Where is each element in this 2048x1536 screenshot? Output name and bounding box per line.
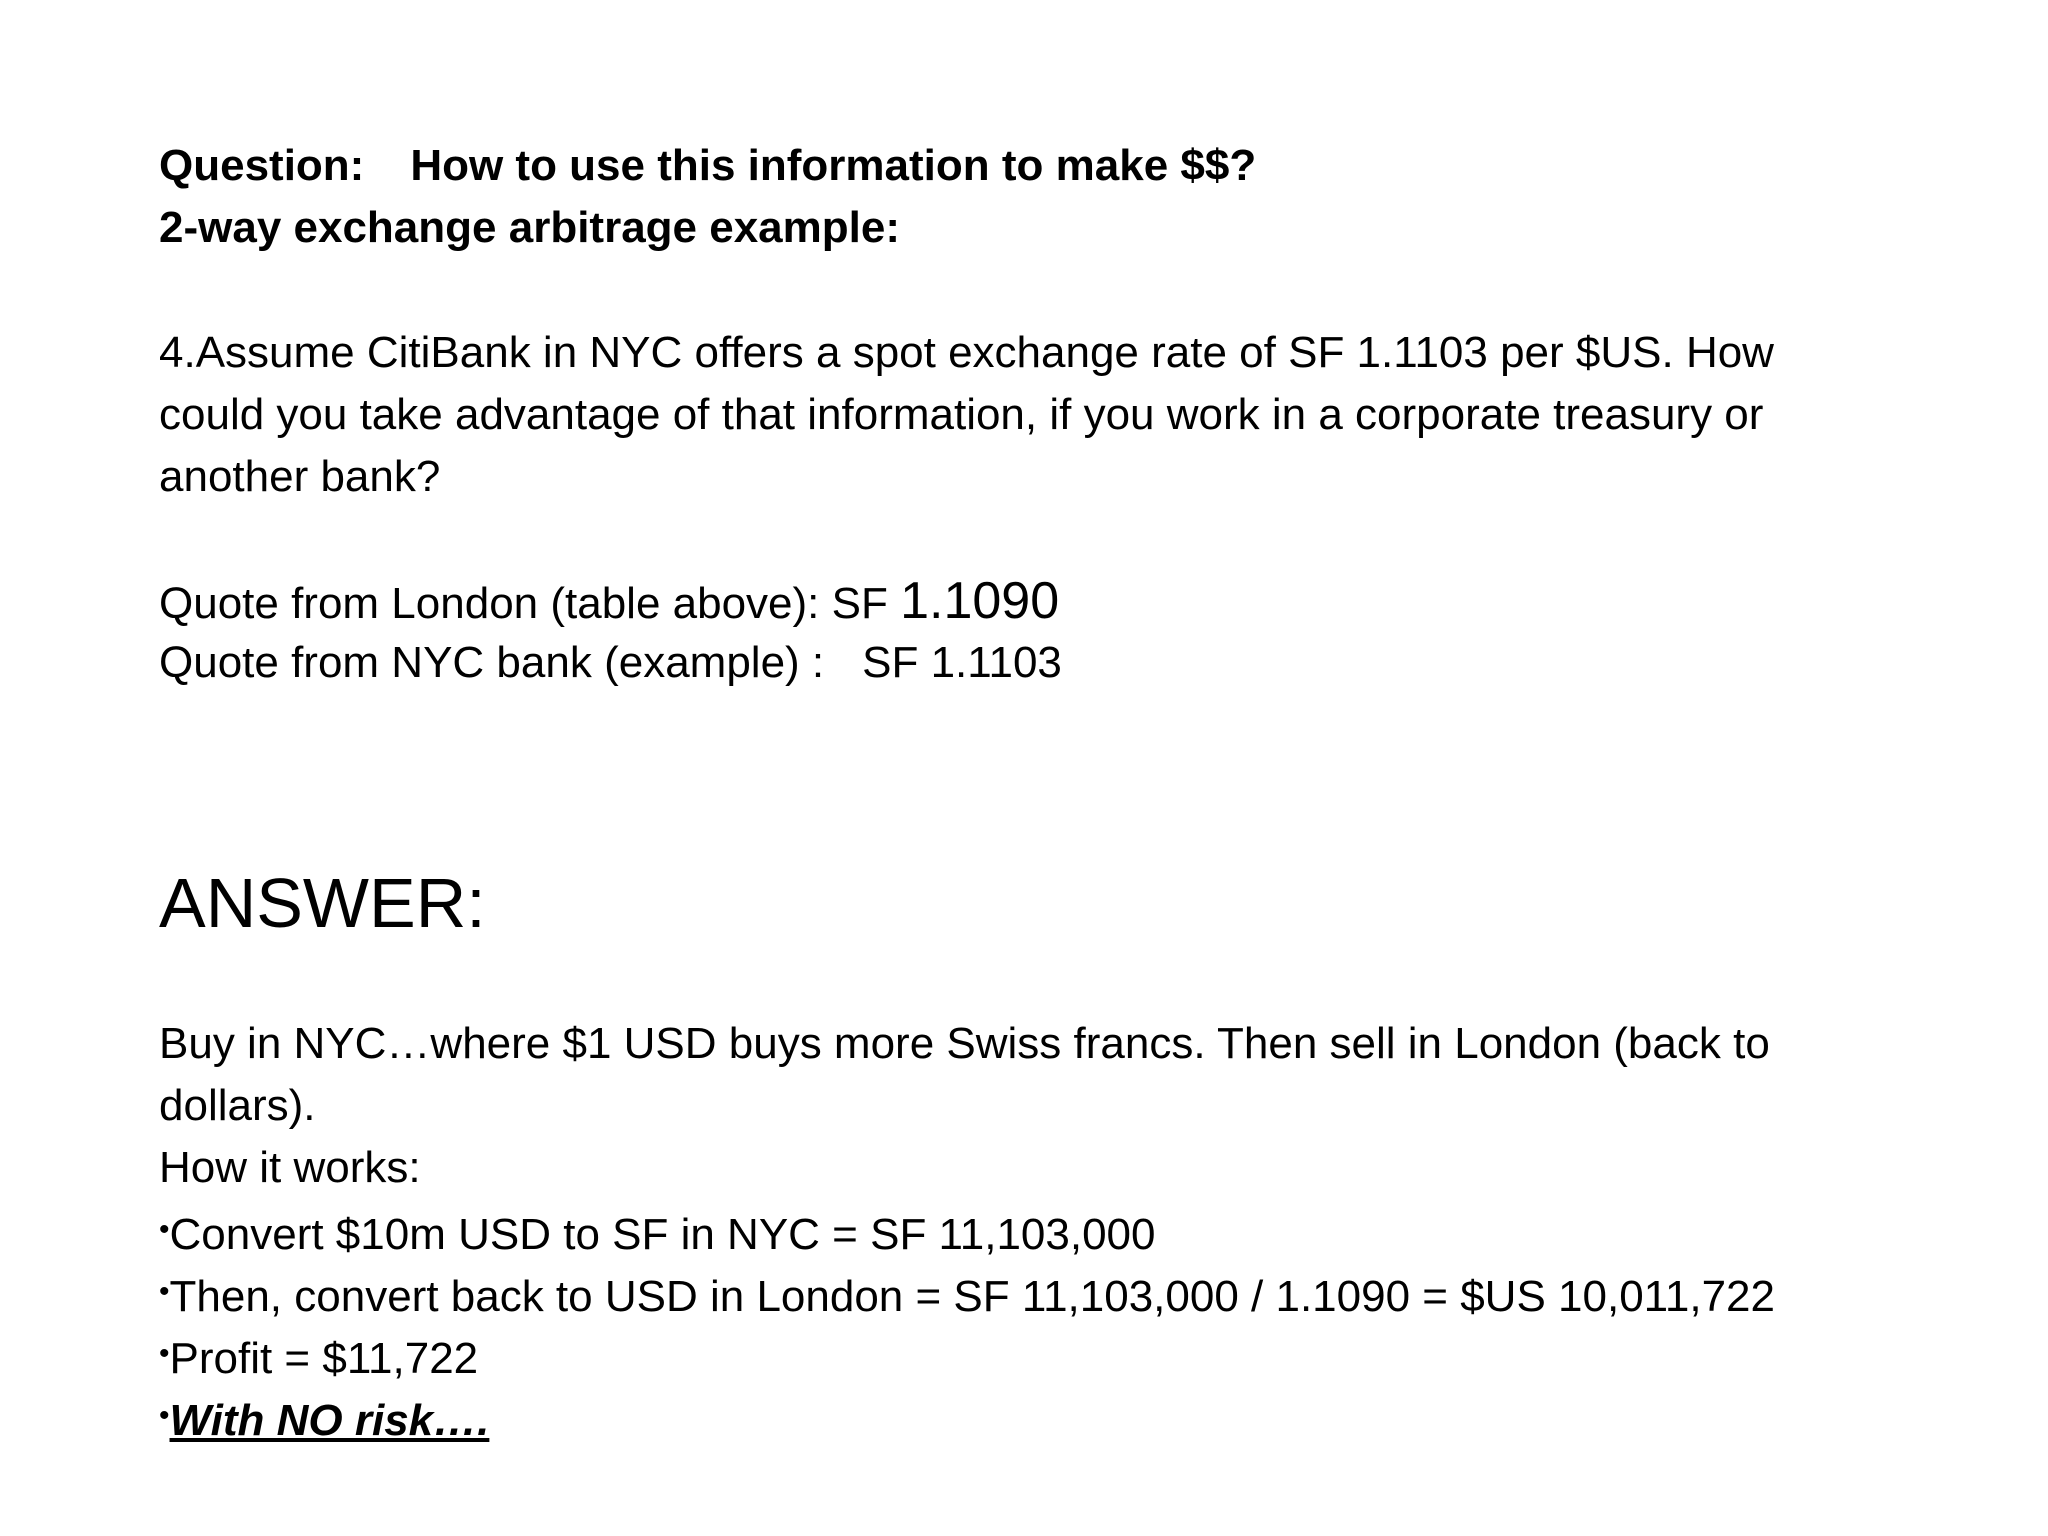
bullet-item — [159, 1385, 489, 1452]
quote-london — [159, 570, 1059, 635]
problem-line-1: 4.Assume CitiBank in NYC offers a spot exchange rate of SF 1.1103 per $US. How — [159, 328, 1774, 377]
answer-line-2: dollars). — [159, 1081, 316, 1130]
question-line — [159, 135, 1256, 197]
quote-nyc — [159, 632, 1062, 694]
bullet-text: Profit = $11,722 — [169, 1334, 479, 1383]
problem-line-3: another bank? — [159, 452, 441, 501]
problem-line-2: could you take advantage of that information, if you work in a corporate treasury or — [159, 390, 1764, 439]
quote-nyc-label: Quote from NYC bank (example) : — [159, 638, 825, 687]
quote-london-label: Quote from London (table above): SF — [159, 579, 901, 628]
bullet-text-emphasis: With NO risk…. — [169, 1396, 490, 1445]
bullet-item — [159, 1323, 478, 1390]
bullet-text: Convert $10m USD to SF in NYC = SF 11,103,000 — [169, 1210, 1156, 1259]
bullet-marker: • — [159, 1337, 170, 1370]
bullet-marker: • — [159, 1213, 170, 1246]
answer-line-3: How it works: — [159, 1143, 421, 1192]
question-label: Question: — [159, 141, 365, 190]
question-text: How to use this information to make $$? — [410, 141, 1257, 190]
quote-london-value: 1.1090 — [900, 572, 1060, 630]
quote-nyc-value: SF 1.1103 — [862, 638, 1062, 687]
bullet-marker: • — [159, 1399, 170, 1432]
bullet-item — [159, 1261, 1775, 1328]
bullet-item — [159, 1199, 1156, 1266]
answer-title: ANSWER: — [159, 864, 486, 942]
subheading: 2-way exchange arbitrage example: — [159, 203, 900, 252]
answer-line-1: Buy in NYC…where $1 USD buys more Swiss francs. Then sell in London (back to — [159, 1019, 1770, 1068]
bullet-text: Then, convert back to USD in London = SF 11,103,000 / 1.1090 = $US 10,011,722 — [169, 1272, 1775, 1321]
bullet-marker: • — [159, 1275, 170, 1308]
